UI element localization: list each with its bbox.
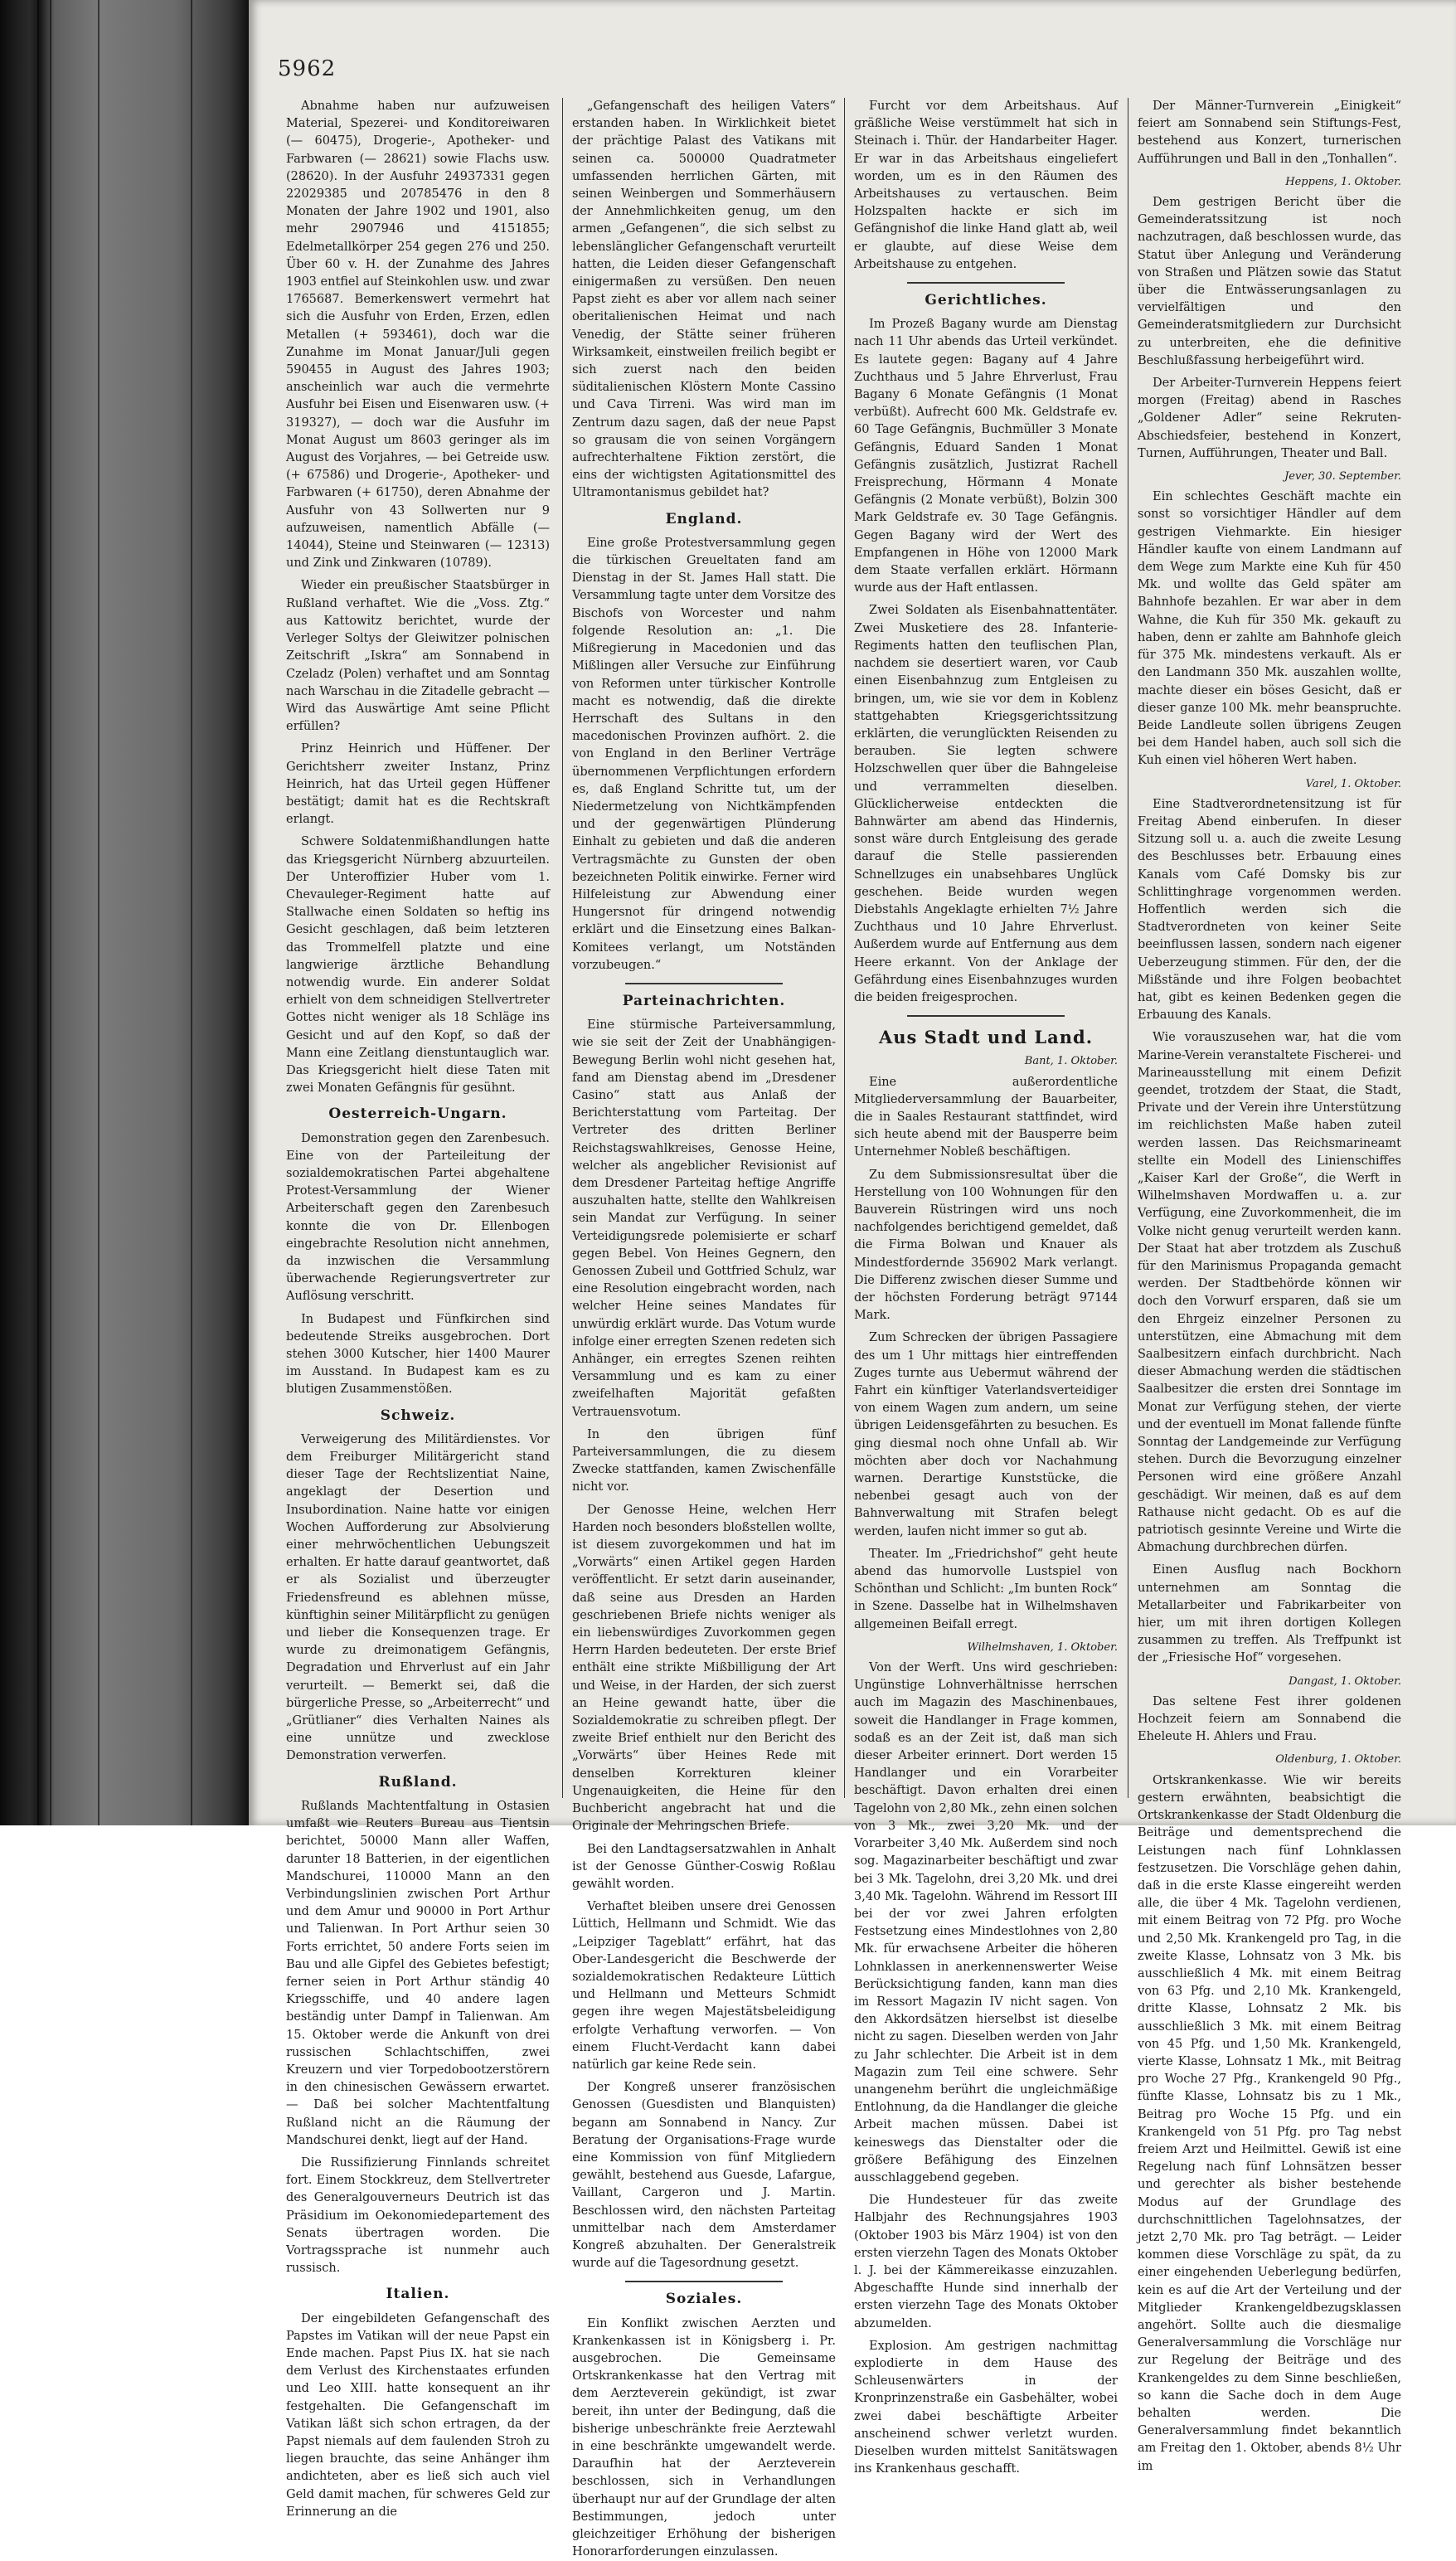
section-heading: Italien. <box>386 2286 450 2303</box>
section-heading: Gerichtliches. <box>925 292 1047 309</box>
column-1 <box>286 98 550 2519</box>
dateline: Jever, 30. September. <box>1284 470 1401 484</box>
article-paragraph: Die Russifizierung Finnlands schreitet fort. Einem Stockkreuz, dem Stellvertreter des Generalgouverneurs Deutrich ist das Präsidium im Oekonomiedepartement des Senats übertragen worden. Die Vortragssprache ist nunmehr auch russisch. <box>286 2155 550 2276</box>
article-paragraph: Wie vorauszusehen war, hat die vom Marine-Verein veranstaltete Fischerei- und Marineausstellung mit einem Defizit geendet, trotzdem der Staat, die Stadt, Private und der Verein ihre Unterstützung im reichlichsten Maße haben zuteil werden lassen. Das Reichsmarineamt stellte ein Modell des Linienschiffes „Kaiser Karl der Große“, die Werft in Wilhelmshaven Mordwaffen u. a. zur Verfügung, eine Zuvorkommenheit, die im Volke nicht genug verurteilt werden kann. Der Staat hat aber trotzdem als Zuschuß für den Marinismus Propaganda gemacht werden. Der Stadtbehörde können wir doch den Vorwurf ersparen, daß sie um den Ehrgeiz einzelner Personen zu unterstützen, eine Abmachung mit dem Saalbesitzern einfach durchbricht. Nach dieser Abmachung werden die städtischen Saalbesitzer die ersten drei Sonntage im Monat zur Verfügung stehen, der vierte und der eventuell im Monat fallende fünfte Sonntag der Landgemeinde zur Verfügung stehen. Durch die Bevorzugung einzelner Personen wird eine größere Anzahl geschädigt. Wir meinen, daß es auf dem Rathause nicht gedacht. Ob es auf die patriotisch gesinnte Vereine und Wirte die Abmachung durchbrechen dürfen. <box>1138 1031 1401 1555</box>
column-3 <box>854 98 1118 2476</box>
article-paragraph: Eine stürmische Parteiversammlung, wie sie seit der Zeit der Unabhängigen-Bewegung Berlin wohl nicht gesehen hat, fand am Dienstag abend im „Dresdener Casino“ statt aus Anlaß der Berichterstattung vom Parteitag. Der Vertreter des dritten Berliner Reichstagswahlkreises, Genosse Heine, welcher als angeblicher Revisionist auf dem Dresdener Parteitag heftige Angriffe auszuhalten hatte, stellte den Wahlkreisen sein Mandat zur Verfügung. In seiner Verteidigungsrede polemisierte er scharf gegen Bebel. Von Heines Gegnern, den Genossen Zubeil und Gottfried Schulz, war eine Resolution eingebracht worden, nach welcher Heine seines Mandates für unwürdig erklärt wurde. Das Votum wurde infolge einer erregten Szenen redeten sich Anhänger, ein erregtes Szenen reihten Versammlung und es kam zu einer zweifelhaften Majorität gefaßten Vertrauensvotum. <box>572 1018 836 1419</box>
article-paragraph: Theater. Im „Friedrichshof“ geht heute abend das humorvolle Lustspiel von Schönthan und Schlicht: „Im bunten Rock“ in Szene. Dasselbe hat in Wilhelmshaven allgemeinen Beifall erregt. <box>854 1547 1118 1631</box>
article-paragraph: Ortskrankenkasse. Wie wir bereits gestern erwähnten, beabsichtigt die Ortskrankenkasse der Stadt Oldenburg die Beiträge und dementsprechend die Leistungen nach fünf Lohnklassen festzusetzen. Die Vorschläge gehen dahin, daß in die erste Klasse eingereiht werden alle, die über 4 Mk. Tagelohn verdienen, mit einem Beitrag von 72 Pfg. pro Woche und 2,50 Mk. Krankengeld pro Tag, in die zweite Klasse, Lohnsatz von 3 Mk. bis ausschließlich 4 Mk. mit einem Beitrag von 63 Pfg. und 2,10 Mk. Krankengeld, dritte Klasse, Lohnsatz 2 Mk. bis ausschließlich 3 Mk. mit einem Beitrag von 45 Pfg. und 1,50 Mk. Krankengeld, vierte Klasse, Lohnsatz 1 Mk., mit Beitrag pro Woche 27 Pfg., Krankengeld 90 Pfg., fünfte Klasse, Lohnsatz bis zu 1 Mk., Beitrag pro Woche 15 Pfg. und ein Krankengeld von 51 Pfg. pro Tag nebst freiem Arzt und Heilmittel. Gewiß ist eine Regelung nach fünf Lohnsätzen besser und gerechter als bisher bestehende Modus auf der Grundlage des durchschnittlichen Tagelohnsatzes, der jetzt 2,70 Mk. pro Tag beträgt. — Leider kommen diese Vorschläge zu spät, da zu einer eingehenden Ueberlegung bedürfen, kein es auf die Art der Verteilung und der Mitglieder Krankengeldbezugsklassen angehört. Sollte auch die diesmalige Generalversammlung die Vorschläge nur zur Regelung der Beiträge und des Krankengeldes zu dem Sinne beschließen, so kann die Sache doch in dem Auge behalten werden. Die Generalversammlung findet bekanntlich am Freitag den 1. Oktober, abends 8½ Uhr im <box>1138 1773 1401 2473</box>
article-paragraph: Einen Ausflug nach Bockhorn unternehmen am Sonntag die Metallarbeiter und Fabrikarbeiter von hier, um mit ihren dortigen Kollegen zusammen zu treffen. Als Treffpunkt ist der „Friesische Hof“ vorgesehen. <box>1138 1563 1401 1665</box>
article-paragraph: Von der Werft. Uns wird geschrieben: Ungünstige Lohnverhältnisse herrschen auch im Magazin des Maschinenbaues, soweit die Handlanger in Frage kommen, sodaß es an der Zeit ist, daß man sich dieser Arbeiter erinnert. Dort werden 15 Handlanger und ein Vorarbeiter beschäftigt. Davon erhalten drei einen Tagelohn von 2,80 Mk., zehn einen solchen von 3 Mk., zwei 3,20 Mk. und der Vorarbeiter 3,40 Mk. Außerdem sind noch sog. Magazinarbeiter beschäftigt und zwar bei 3 Mk. Tagelohn, drei 3,20 Mk. und drei 3,40 Mk. Tagelohn. Während im Ressort III bei der vor zwei Jahren erfolgten Festsetzung eines Mindestlohnes von 2,80 Mk. für erwachsene Arbeiter die höheren Lohnklassen in anerkennenswerter Weise Berücksichtigung fanden, kann man dies im Ressort Magazin IV nicht sagen. Von den Akkordsätzen hierselbst ist dieselbe nicht zu sagen. Dieselben werden von Jahr zu Jahr schlechter. Die Arbeit ist in dem Magazin zum Teil eine schwere. Sehr unangenehm berührt die ungleichmäßige Entlohnung, da die Handlanger die gleiche Arbeit machen müssen. Dabei ist keineswegs das Dienstalter oder die größere Befähigung des Einzelnen ausschlaggebend gegeben. <box>854 1661 1118 2184</box>
article-paragraph: Schwere Soldatenmißhandlungen hatte das Kriegsgericht Nürnberg abzuurteilen. Der Unteroffizier Huber vom 1. Chevauleger-Regiment hatte auf Stallwache einen Soldaten so heftig ins Gesicht geschlagen, daß beim letzteren das Trommelfell platzte und eine langwierige ärztliche Behandlung notwendig wurde. Ein anderer Soldat erhielt von dem schneidigen Stellvertreter Gottes nicht weniger als 18 Schläge ins Gesicht und auf den Kopf, so daß der Mann eine Zeitlang dienstuntauglich war. Das Kriegsgericht hielt diese Taten mit zwei Monaten Gefängnis für gesühnt. <box>286 835 550 1096</box>
section-heading: Schweiz. <box>380 1407 456 1424</box>
article-paragraph: Eine große Protestversammlung gegen die türkischen Greueltaten fand am Dienstag in der St. James Hall statt. Die Versammlung tagte unter dem Vorsitze des Bischofs von Worcester und nahm folgende Resolution an: „1. Die Mißregierung in Macedonien und das Mißlingen aller Versuche zur Einführung von Reformen unter türkischer Kontrolle macht es notwendig, daß die direkte Herrschaft des Sultans in den macedonischen Provinzen aufhört. 2. die von England in den Berliner Verträge übernommenen Verpflichtungen erfordern es, daß England Schritte tut, um der Niedermetzelung von Nichtkämpfenden und der gegenwärtigen Plünderung Einhalt zu gebieten und daß die anderen Vertragsmächte zu Gunsten der oben bezeichneten Politik einwirke. Ferner wird Hilfeleistung zur Abwendung einer Hungersnot für dringend notwendig erklärt und die Einsetzung eines Balkan-Komitees verlangt, um Notständen vorzubeugen.“ <box>572 536 836 972</box>
article-paragraph: Das seltene Fest ihrer goldenen Hochzeit feiern am Sonnabend die Eheleute H. Ahlers und Frau. <box>1138 1694 1401 1744</box>
dateline: Dangast, 1. Oktober. <box>1289 1674 1401 1688</box>
article-paragraph: Demonstration gegen den Zarenbesuch. Eine von der Parteileitung der sozialdemokratischen Partei abgehaltene Protest-Versammlung der Wiener Arbeiterschaft gegen den Zarenbesuch konnte die von Dr. Ellenbogen eingebrachte Resolution nicht annehmen, da inzwischen die Versammlung überwachende Regierungsvertreter zur Auflösung verschritt. <box>286 1131 550 1304</box>
article-paragraph: Im Prozeß Bagany wurde am Dienstag nach 11 Uhr abends das Urteil verkündet. Es lautete gegen: Bagany auf 4 Jahre Zuchthaus und 5 Jahre Ehrverlust, Frau Bagany 6 Monate Gefängnis (1 Monat verbüßt). Aufrecht 600 Mk. Geldstrafe ev. 60 Tage Gefängnis, Buchmüller 3 Monate Gefängnis, Eduard Sanden 1 Monat Gefängnis zusätzlich, Justizrat Rachell Freisprechung, Hörmann 4 Monate Gefängnis (2 Monate verbüßt), Bolzin 300 Mark Geldstrafe ev. 30 Tage Gefängnis. Gegen Bagany wird der Wert des Empfangenen in Höhe von 12000 Mark dem Staate verfallen erklärt. Hörmann wurde aus der Haft entlassen. <box>854 318 1118 595</box>
article-paragraph: Ein schlechtes Geschäft machte ein sonst so vorsichtiger Händler auf dem gestrigen Viehmarkte. Ein hiesiger Händler kaufte von einem Landmann auf dem Wege zum Markte eine Kuh für 450 Mk. und wollte das Geld später am Bahnhofe bezahlen. Er war aber in dem Wahne, die Kuh für 350 Mk. gekauft zu haben, denn er zahlte am Bahnhofe gleich für 375 Mk. mindestens verkauft. Als er den Landmann 350 Mk. auszahlen wollte, machte dieser ein böses Gesicht, daß er dieser ganze 100 Mk. mehr beanspruchte. Beide Landleute sollen übrigens Zeugen bei dem Handel haben, auch soll sich die Kuh einen viel höheren Wert haben. <box>1138 490 1401 768</box>
article-paragraph: Furcht vor dem Arbeitshaus. Auf gräßliche Weise verstümmelt hat sich in Steinach i. Thür. der Handarbeiter Hager. Er war in das Arbeitshaus eingeliefert worden, um es in den Räumen des Arbeitshauses zu vertauschen. Beim Holzspalten hackte er sich im Gefängnishof die linke Hand glatt ab, weil er glaubte, auf diese Weise dem Arbeitshause zu entgehen. <box>854 100 1118 271</box>
section-divider <box>907 282 1065 284</box>
section-heading: Aus Stadt und Land. <box>878 1027 1094 1048</box>
article-paragraph: Eine außerordentliche Mitgliederversammlung der Bauarbeiter, die in Saales Restaurant stattfindet, wird sich heute abend mit der Bausperre beim Unternehmer Nobleß beschäftigen. <box>854 1075 1118 1159</box>
section-heading: Soziales. <box>665 2291 743 2308</box>
dateline: Bant, 1. Oktober. <box>1024 1055 1118 1068</box>
article-paragraph: Eine Stadtverordnetensitzung ist für Freitag Abend einberufen. In dieser Sitzung soll u. a. auch die zweite Lesung des Beschlusses betr. Erbauung eines Kanals vom Café Domsky bis zur Schlittinghrage vorgenommen werden. Hoffentlich werden sich die Stadtverordneten von keiner Seite beeinflussen lassen, sondern nach eigener Ueberzeugung stimmen. Für den, der die Mißstände und ihre Folgen beobachtet hat, gibt es keinen Bedenken gegen die Erbauung des Kanals. <box>1138 797 1401 1023</box>
section-divider <box>907 1015 1065 1017</box>
article-paragraph: In Budapest und Fünfkirchen sind bedeutende Streiks ausgebrochen. Dort stehen 3000 Kutscher, hier 1400 Maurer im Ausstand. In Budapest kam es zu blutigen Zusammenstößen. <box>286 1312 550 1397</box>
column-4 <box>1138 98 1401 2473</box>
article-paragraph: Die Hundesteuer für das zweite Halbjahr des Rechnungsjahres 1903 (Oktober 1903 bis März 1904) ist von den ersten vierzehn Tagen des Monats Oktober l. J. bei der Kämmereikasse einzuzahlen. Abgeschaffte Hunde sind innerhalb der ersten vierzehn Tage des Monats Oktober abzumelden. <box>854 2194 1118 2330</box>
section-heading: Rußland. <box>378 1773 458 1791</box>
article-paragraph: „Gefangenschaft des heiligen Vaters“ erstanden haben. In Wirklichkeit bietet der prächtige Palast des Vatikans mit seinen ca. 500000 Quadratmeter umfassenden herrlichen Gärten, mit seinen Weinbergen und Sommerhäusern der Annehmlichkeiten genug, um den armen „Gefangenen“, die sich selbst zu lebenslänglicher Gefangenschaft verurteilt hatten, die Leiden dieser Gefangenschaft einigermaßen zu versüßen. Den neuen Papst zieht es aber vor allem nach seiner oberitalienischen Heimat und nach Venedig, der Stätte seiner früheren Wirksamkeit, einstweilen freilich begibt er sich zuerst nach den beiden süditalienischen Klöstern Monte Cassino und Cava Tirreni. Was wird man im Zentrum dazu sagen, daß der neue Papst so grausam die von seinen Vorgängern aufrechterhaltene Fiktion zerstört, die eins der wichtigsten Agitationsmittel des Ultramontanismus gebildet hat? <box>572 100 836 500</box>
article-paragraph: Zu dem Submissionsresultat über die Herstellung von 100 Wohnungen für den Bauverein Rüstringen wird uns noch nachfolgendes berichtigend gemeldet, daß die Firma Bolwan und Knauer als Mindestfordernde 356902 Mark verlangt. Die Differenz zwischen dieser Summe und der höchsten Forderung beträgt 97144 Mark. <box>854 1168 1118 1323</box>
section-heading: Parteinachrichten. <box>622 992 786 1009</box>
article-paragraph: Abnahme haben nur aufzuweisen Material, Spezerei- und Konditoreiwaren (— 60475), Drogerie-, Apotheker- und Farbwaren (— 28621) sowie Flachs usw. (28620). In der Ausfuhr 24937331 gegen 22029385 und 20785476 in den 8 Monaten der Jahre 1902 und 1901, also mehr 2907946 und 4151855; Edelmetallkörper 254 gegen 276 und 250. Über 60 v. H. der Zunahme des Jahres 1903 entfiel auf Steinkohlen usw. und zwar 1765687. Bemerkenswert vermehrt hat sich die Ausfuhr von Erden, Erzen, edlen Metallen (+ 593461), doch war die Zunahme im Monat Januar/Juli gegen 590455 in August des Jahres 1903; anscheinlich war auch die vermehrte Ausfuhr bei Eisen und Eisenwaren usw. (+ 319327), — doch war die Ausfuhr im Monat August um 8603 geringer als im August des Vorjahres, — bei Getreide usw. (+ 67586) und Drogerie-, Apotheker- und Farbwaren (+ 61750), deren Abnahme der Ausfuhr von 43 Sollwerten nur 9 aufzuweisen, namentlich Abfälle (— 14044), Steine und Steinwaren (— 12313) und Zink und Zinkwaren (10789). <box>286 100 550 571</box>
column-rule <box>844 98 845 1798</box>
book-binding <box>0 0 249 1825</box>
article-paragraph: Zwei Soldaten als Eisenbahnattentäter. Zwei Musketiere des 28. Infanterie-Regiments hatten den teuflischen Plan, nachdem sie desertiert waren, vor Caub einen Eisenbahnzug zum Entgleisen zu bringen, um, wie sie vor dem in Koblenz stattgehabten Kriegsgerichtssitzung erklärten, die verunglückten Reisenden zu berauben. Sie legten schwere Holzschwellen quer über die Bahngeleise und verrammelten dieselben. Glücklicherweise entdeckten die Bahnwärter am abend das Hindernis, sonst wäre durch Entgleisung des gerade darauf die Stelle passierenden Schnellzuges ein unabsehbares Unglück geschehen. Beide wurden wegen Diebstahls Angeklagte erhielten 7½ Jahre Zuchthaus und 10 Jahre Ehrverlust. Außerdem wurde auf Entfernung aus dem Heere erkannt. Von der Anklage der Gefährdung eines Eisenbahnzuges wurden die beiden freigesprochen. <box>854 604 1118 1004</box>
article-paragraph: Der Genosse Heine, welchen Herr Harden noch besonders bloßstellen wollte, ist diesem zuvorgekommen und hat im „Vorwärts“ einen Artikel gegen Harden veröffentlicht. Er setzt darin auseinander, daß seine aus Dresden an Harden geschriebenen Briefe nichts weniger als ein liebenswürdiges Zuvorkommen gegen Herrn Harden bedeuteten. Der erste Brief enthält eine strikte Mißbilligung der Art und Weise, in der Harden, der sich zuerst an Heine gewandt hatte, über die Sozialdemokratie zu schreiben pflegt. Der zweite Brief enthielt nur den Bericht des „Vorwärts“ über Heines Rede mit denselben Korrekturen kleiner Ungenauigkeiten, die Heine für den Buchbericht angebracht hat und die Originale der Mehringschen Briefe. <box>572 1503 836 1834</box>
section-divider <box>625 983 784 984</box>
article-paragraph: Der Arbeiter-Turnverein Heppens feiert morgen (Freitag) abend in Rasches „Goldener Adler“ seine Rekruten-Abschiedsfeier, bestehend in Konzert, Turnen, Aufführungen, Theater und Ball. <box>1138 377 1401 460</box>
article-paragraph: Der Männer-Turnverein „Einigkeit“ feiert am Sonnabend sein Stiftungs-Fest, bestehend aus Konzert, turnerischen Aufführungen und Ball in den „Tonhallen“. <box>1138 100 1401 166</box>
article-paragraph: Der eingebildeten Gefangenschaft des Papstes im Vatikan will der neue Papst ein Ende machen. Papst Pius IX. hat sie nach dem Verlust des Kirchenstaates erfunden und Leo XIII. hatte konsequent an ihr festgehalten. Die Gefangenschaft im Vatikan läßt sich schon ertragen, da der Papst niemals auf dem faulenden Stroh zu liegen brauchte, das seine Anhänger ihm andichteten, aber es ließ sich auch viel Geld damit machen, für schweres Geld zur Erinnerung an die <box>286 2311 550 2519</box>
dateline: Wilhelmshaven, 1. Oktober. <box>967 1640 1118 1654</box>
section-heading: England. <box>665 510 743 527</box>
dateline: Varel, 1. Oktober. <box>1305 777 1401 790</box>
article-paragraph: Bei den Landtagsersatzwahlen in Anhalt ist der Genosse Günther-Coswig Roßlau gewählt worden. <box>572 1842 836 1891</box>
section-divider <box>625 2281 784 2282</box>
article-paragraph: In den übrigen fünf Parteiversammlungen, die zu diesem Zwecke stattfanden, kamen Zwischenfälle nicht vor. <box>572 1427 836 1494</box>
article-paragraph: Der Kongreß unserer französischen Genossen (Guesdisten und Blanquisten) begann am Sonnabend in Nancy. Zur Beratung der Organisations-Frage wurde eine Kommission von fünf Mitgliedern gewählt, bestehend aus Guesde, Lafargue, Vaillant, Cargeron und J. Martin. Beschlossen wird, den nächsten Parteitag unmittelbar nach dem Amsterdamer Kongreß abzuhalten. Der Generalstreik wurde auf die Tagesordnung gesetzt. <box>572 2081 836 2271</box>
section-heading: Oesterreich-Ungarn. <box>328 1106 507 1123</box>
article-paragraph: Zum Schrecken der übrigen Passagiere des um 1 Uhr mittags hier eintreffenden Zuges turnte aus Uebermut während der Fahrt ein künftiger Vaterlandsverteidiger von einem Wagen zum andern, um seine übrigen Leidensgefährten zu besuchen. Es ging diesmal noch ohne Unfall ab. Wir möchten aber doch vor Nachahmung warnen. Derartige Kunststücke, die nebenbei gesagt auch von der Bahnverwaltung mit Strafen belegt werden, laufen nicht immer so gut ab. <box>854 1331 1118 1538</box>
article-paragraph: Wieder ein preußischer Staatsbürger in Rußland verhaftet. Wie die „Voss. Ztg.“ aus Kattowitz berichtet, wurde der Verleger Soltys der Gleiwitzer polnischen Zeitschrift „Iskra“ am Sonnabend in Czeladz (Polen) verhaftet und am Sonntag nach Warschau in die Zitadelle gebracht — Wird das Auswärtige Amt seine Pflicht erfüllen? <box>286 579 550 734</box>
column-rule <box>562 98 563 1798</box>
article-paragraph: Verweigerung des Militärdienstes. Vor dem Freiburger Militärgericht stand dieser Tage der Rechtslizentiat Naine, angeklagt der Desertion und Insubordination. Naine hatte vor einigen Wochen Aufforderung zur Absolvierung einer mehrwöchentlichen Uebungszeit erhalten. Er hatte darauf geantwortet, daß er als Sozialist und überzeugter Friedensfreund es ablehnen müsse, künftighin seiner Militärpflicht zu genügen und lieber die Konsequenzen trage. Er wurde zu dreimonatigem Gefängnis, Degradation und Ehrverlust auf ein Jahr verurteilt. — Bemerkt sei, daß die bürgerliche Presse, so „Arbeiterrecht“ und „Grütlianer“ dies Verhalten Naines als eine unnütze und zwecklose Demonstration verwerfen. <box>286 1432 550 1763</box>
article-paragraph: Explosion. Am gestrigen nachmittag explodierte in dem Hause des Schleusenwärters in der Kronprinzenstraße ein Gasbehälter, wobei zwei dabei beschäftigte Arbeiter anscheinend schwer verletzt wurden. Dieselben wurden mittelst Sanitätswagen ins Krankenhaus geschafft. <box>854 2339 1118 2476</box>
dateline: Heppens, 1. Oktober. <box>1285 175 1401 188</box>
article-paragraph: Rußlands Machtentfaltung in Ostasien umfaßt wie Reuters Bureau aus Tientsin berichtet, 50000 Mann aller Waffen, darunter 18 Batterien, in der eigentlichen Mandschurei, 110000 Mann an den Verbindungslinien zwischen Port Arthur und dem Amur und 90000 in Port Arthur und Talienwan. In Port Arthur seien 30 Forts errichtet, 50 andere Forts seien im Bau und alle Gipfel des Gebietes befestigt; ferner seien in Port Arthur ständig 40 Kriegsschiffe, und 40 andere lagen beständig unter Dampf in Talienwan. Am 15. Oktober werde die Ankunft von drei russischen Schlachtschiffen, zwei Kreuzern und vier Torpedobootzerstörern in den chinesischen Gewässern erwartet. — Daß bei solcher Machtentfaltung Rußland nicht an die Räumung der Mandschurei denkt, liegt auf der Hand. <box>286 1799 550 2147</box>
article-paragraph: Dem gestrigen Bericht über die Gemeinderatssitzung ist noch nachzutragen, daß beschlossen wurde, das Statut über Anlegung und Veränderung von Straßen und Plätzen sowie das Statut über die Entwässerungsanlagen zu vervielfältigen und den Gemeinderatsmitgliedern zur Durchsicht zu unterbreiten, ehe die definitive Beschlußfassung herbeigeführt wird. <box>1138 196 1401 367</box>
article-paragraph: Prinz Heinrich und Hüffener. Der Gerichtsherr zweiter Instanz, Prinz Heinrich, hat das Urteil gegen Hüffener bestätigt; damit hat es die Rechtskraft erlangt. <box>286 742 550 827</box>
dateline: Oldenburg, 1. Oktober. <box>1275 1753 1401 1766</box>
page-number: 5962 <box>278 56 337 81</box>
article-paragraph: Ein Konflikt zwischen Aerzten und Krankenkassen ist in Königsberg i. Pr. ausgebrochen. Die Gemeinsame Ortskrankenkasse hat den Vertrag mit dem Aerzteverein gekündigt, ist zwar bereit, ihn unter der Bedingung, daß die bisherige unbeschränkte freie Aerztewahl in eine beschränkte umgewandelt werde. Daraufhin hat der Aerzteverein beschlossen, sich in Verhandlungen überhaupt nur auf der Grundlage der alten Bestimmungen, jedoch unter gleichzeitiger Erhöhung der bisherigen Honorarforderungen einzulassen. <box>572 2316 836 2559</box>
article-paragraph: Verhaftet bleiben unsere drei Genossen Lüttich, Hellmann und Schmidt. Wie das „Leipziger Tageblatt“ erfährt, hat das Ober-Landesgericht die Beschwerde der sozialdemokratischen Redakteure Lüttich und Hellmann und Metteurs Schmidt gegen ihre wegen Majestätsbeleidigung erfolgte Verhaftung verworfen. — Von einem Flucht-Verdacht kann dabei natürlich gar keine Rede sein. <box>572 1900 836 2072</box>
column-2 <box>572 98 836 2559</box>
